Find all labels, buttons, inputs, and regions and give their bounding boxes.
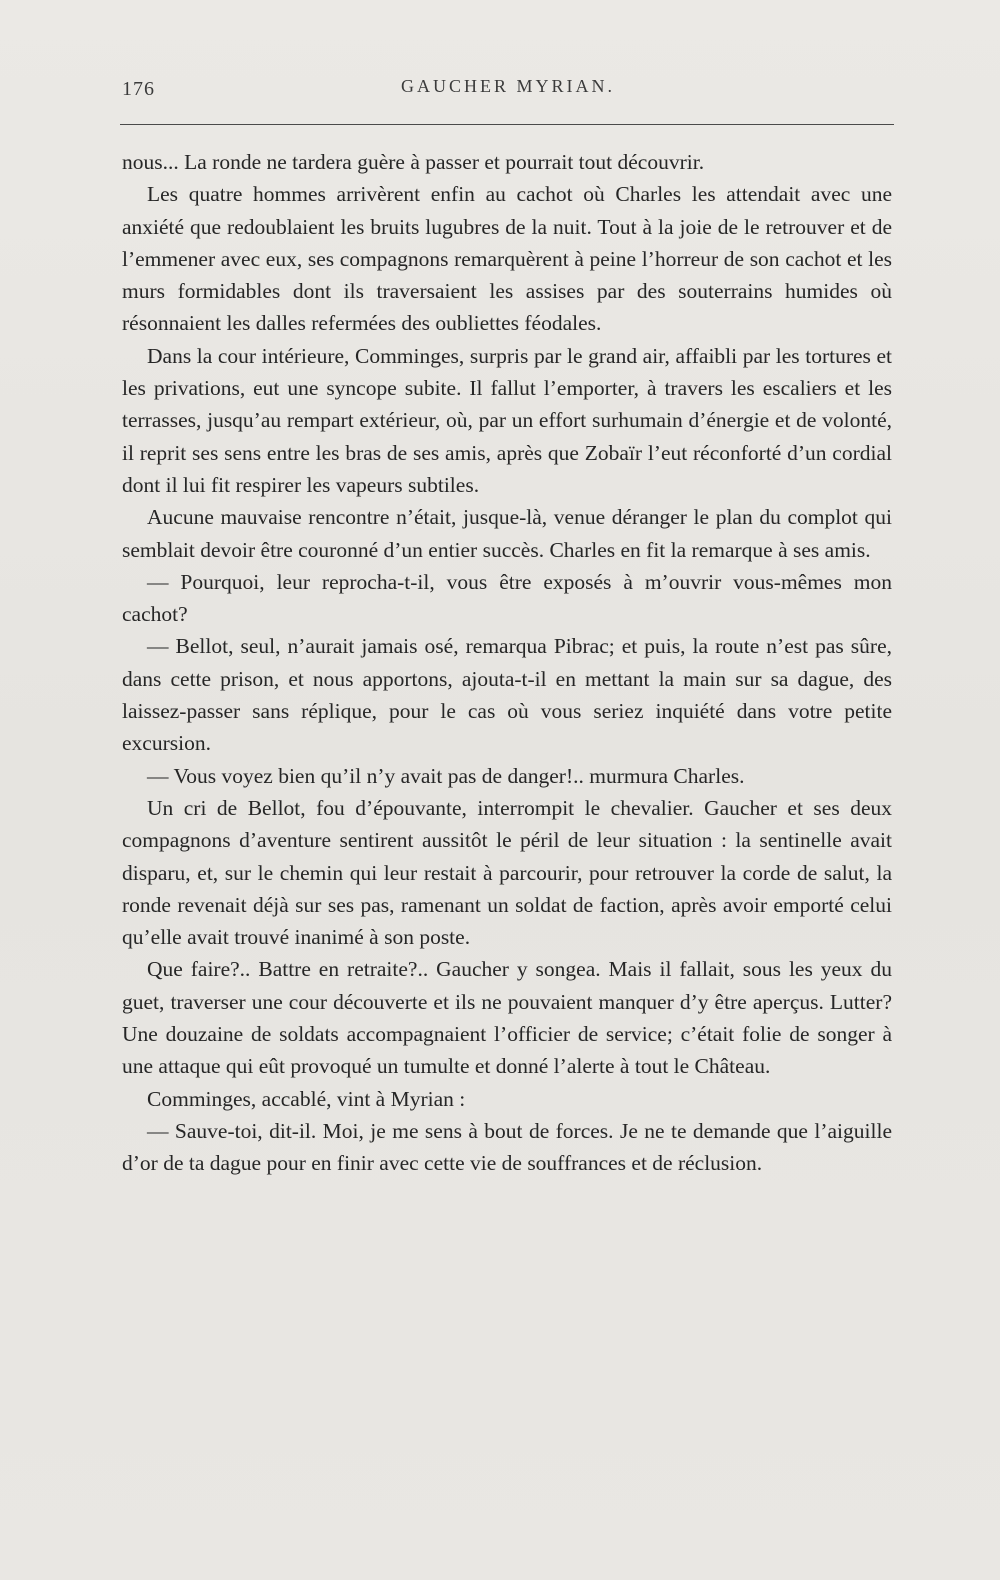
body-text — [122, 146, 892, 1180]
paragraph: Comminges, accablé, vint à Myrian : — [147, 1086, 466, 1111]
paragraph: Que faire?.. Battre en retraite?.. Gaucher y songea. Mais il fallait, sous les yeux du guet, traverser une cour découverte et ils ne pouvaient manquer d’y être aperçus. Lutter? Une douzaine de soldats accompagnaient l’officier de service; c’était folie de songer à une attaque qui eût provoqué un tumulte et donné l’alerte à tout le Château. — [122, 957, 892, 1079]
paragraph: — Bellot, seul, n’aurait jamais osé, remarqua Pibrac; et puis, la route n’est pas sûre, dans cette prison, et nous apportons, ajouta-t-il en mettant la main sur sa dague, des laissez-passer sans réplique, pour le cas où vous seriez inquiété dans votre petite excursion. — [122, 634, 892, 756]
paragraph: nous... La ronde ne tardera guère à passer et pourrait tout découvrir. — [122, 150, 705, 174]
paragraph: Les quatre hommes arrivèrent enfin au cachot où Charles les attendait avec une anxiété que redoublaient les bruits lugubres de la nuit. Tout à la joie de le retrouver et de l’emmener avec eux, ses compagnons remarquèrent à peine l’horreur de son cachot et les murs formidables dont ils traversaient les assises par des souterrains humides où résonnaient les dalles refermées des oubliettes féodales. — [122, 182, 892, 336]
page-header — [122, 74, 894, 104]
paragraph: — Pourquoi, leur reprocha-t-il, vous être exposés à m’ouvrir vous-mêmes mon cachot? — [122, 569, 892, 627]
paragraph: Dans la cour intérieure, Comminges, surpris par le grand air, affaibli par les tortures et les privations, eut une syncope subite. Il fallut l’emporter, à travers les escaliers et les terrasses, jusqu’au rempart extérieur, où, par un effort surhumain d’énergie et de volonté, il reprit ses sens entre les bras de ses amis, après que Zobaïr l’eut réconforté d’un cordial dont il lui fit respirer les vapeurs subtiles. — [122, 343, 892, 497]
paragraph: — Vous voyez bien qu’il n’y avait pas de danger!.. murmura Charles. — [147, 763, 745, 788]
header-rule — [120, 124, 894, 125]
page-number: 176 — [122, 78, 155, 100]
paragraph: — Sauve-toi, dit-il. Moi, je me sens à bout de forces. Je ne te demande que l’aiguille d’or de ta dague pour en finir avec cette vie de souffrances et de réclusion. — [122, 1118, 892, 1176]
running-title: GAUCHER MYRIAN. — [400, 76, 615, 96]
paragraph: Un cri de Bellot, fou d’épouvante, interrompit le chevalier. Gaucher et ses deux compagnons d’aventure sentirent aussitôt le péril de leur situation : la sentinelle avait disparu, et, sur le chemin qui leur restait à parcourir, pour retrouver la corde de salut, la ronde revenait déjà sur ses pas, ramenant un soldat de faction, après avoir emporté celui qu’elle avait trouvé inanimé à son poste. — [122, 795, 892, 950]
paragraph: Aucune mauvaise rencontre n’était, jusque-là, venue déranger le plan du complot qui semblait devoir être couronné d’un entier succès. Charles en fit la remarque à ses amis. — [122, 505, 892, 562]
